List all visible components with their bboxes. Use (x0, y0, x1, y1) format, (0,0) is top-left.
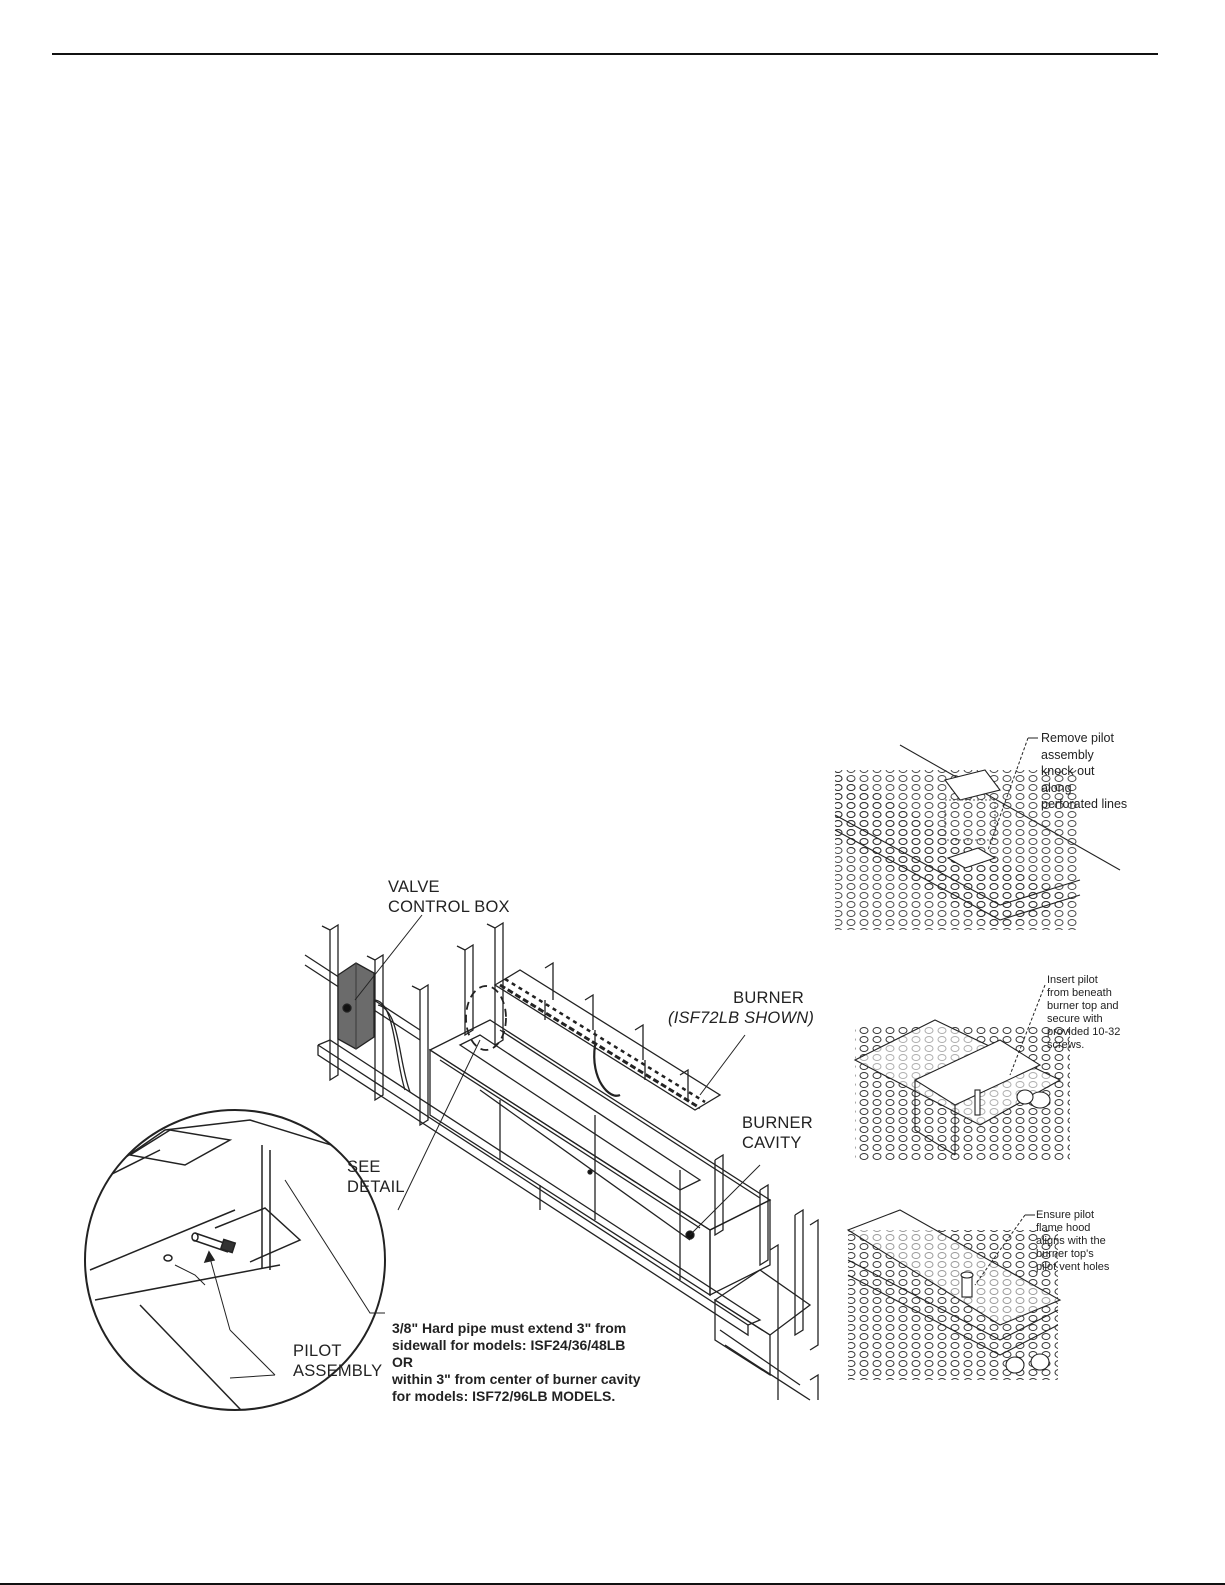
hard-pipe-note: 3/8" Hard pipe must extend 3" from sidewall for models: ISF24/36/48LB OR within 3" from center of burner cavity for models: ISF72/96LB MODELS. (392, 1320, 641, 1404)
see-detail-label: SEE DETAIL (347, 1158, 405, 1196)
burner-cavity-label: BURNER CAVITY (742, 1114, 813, 1152)
ensure-hood-note: Ensure pilot flame hood aligns with the burner top's pilot vent holes (1036, 1209, 1110, 1273)
pilot-detail-circle (85, 1110, 385, 1435)
remove-knockout-note: Remove pilot assembly knock out along perforated lines (1041, 731, 1128, 811)
pilot-assembly-label: PILOT ASSEMBLY (293, 1342, 383, 1380)
pilot-tube-drawing (164, 1233, 235, 1261)
valve-control-box-label: VALVE CONTROL BOX (388, 878, 510, 916)
insert-pilot-note: Insert pilot from beneath burner top and secure with provided 10-32 screws. (1047, 974, 1121, 1051)
insert-pilot-detail-drawing (855, 985, 1070, 1160)
flame-hood-detail-drawing (848, 1210, 1060, 1380)
valve-control-box-drawing (338, 963, 410, 1092)
burner-label: BURNER (ISF72LB SHOWN) (668, 989, 815, 1027)
